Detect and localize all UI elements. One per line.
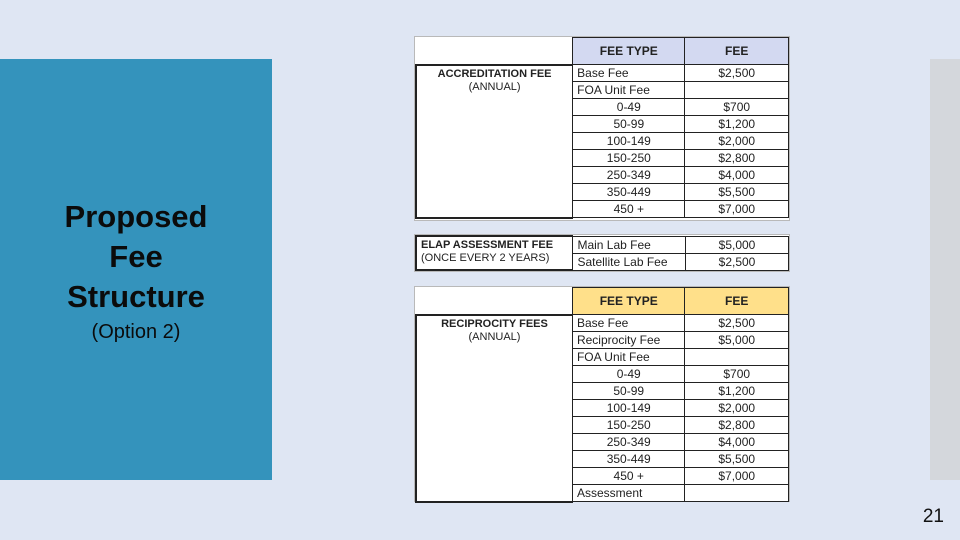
slide-subtitle: (Option 2) (91, 321, 181, 343)
fee-amount-cell (685, 349, 789, 366)
fee-amount-cell (685, 82, 789, 99)
category-cell (416, 236, 573, 270)
fee-amount-cell: $5,500 (685, 451, 789, 468)
title-line-1: Proposed (64, 199, 208, 234)
fee-amount-cell: $1,200 (685, 116, 789, 133)
category-subtitle: (ONCE EVERY 2 YEARS) (421, 252, 550, 264)
fee-type-cell: FOA Unit Fee (572, 349, 684, 366)
header-fee: FEE (685, 38, 789, 65)
fee-amount-cell: $7,000 (685, 468, 789, 485)
fee-type-cell: 100-149 (572, 400, 684, 417)
table-row (416, 65, 789, 82)
category-title: RECIPROCITY FEES (441, 317, 548, 330)
table-row (416, 315, 789, 332)
header-fee: FEE (685, 288, 789, 315)
fee-type-cell: 350-449 (573, 184, 685, 201)
header-fee-type: FEE TYPE (572, 288, 684, 315)
fee-type-cell: Reciprocity Fee (572, 332, 684, 349)
fee-amount-cell: $2,500 (685, 65, 789, 82)
fee-amount-cell: $7,000 (685, 201, 789, 218)
fee-type-cell: 250-349 (572, 434, 684, 451)
fee-type-cell: 50-99 (573, 116, 685, 133)
elap-table (415, 235, 789, 271)
category-cell (416, 65, 573, 218)
category-subtitle: (ANNUAL) (468, 80, 521, 93)
fee-type-cell: 450 + (572, 468, 684, 485)
fee-amount-cell (685, 485, 789, 502)
fee-type-cell: FOA Unit Fee (573, 82, 685, 99)
fee-type-cell: 450 + (573, 201, 685, 218)
fee-type-cell: 100-149 (573, 133, 685, 150)
fee-type-cell: 250-349 (573, 167, 685, 184)
table-header-row (416, 38, 789, 65)
slide-number: 21 (922, 506, 944, 527)
fee-amount-cell: $2,500 (685, 253, 788, 270)
fee-type-cell: 150-250 (573, 150, 685, 167)
fee-type-cell: 350-449 (572, 451, 684, 468)
category-title: ELAP ASSESSMENT FEE (421, 239, 554, 251)
fee-amount-cell: $5,000 (685, 332, 789, 349)
fee-type-cell: 150-250 (572, 417, 684, 434)
fee-amount-cell: $2,000 (685, 400, 789, 417)
title-line-2: Fee (109, 239, 163, 274)
fee-amount-cell: $700 (685, 99, 789, 116)
fee-type-cell: 50-99 (572, 383, 684, 400)
accreditation-table-image (414, 36, 790, 221)
fee-amount-cell: $2,000 (685, 133, 789, 150)
fee-amount-cell: $5,500 (685, 184, 789, 201)
reciprocity-table-image (414, 286, 790, 502)
fee-amount-cell: $2,800 (685, 417, 789, 434)
category-subtitle: (ANNUAL) (468, 330, 521, 343)
fee-type-cell: Main Lab Fee (573, 236, 686, 253)
fee-amount-cell: $4,000 (685, 167, 789, 184)
accreditation-table (415, 37, 789, 219)
fee-amount-cell: $700 (685, 366, 789, 383)
table-header-row (416, 288, 789, 315)
fee-type-cell: 0-49 (572, 366, 684, 383)
fee-type-cell: Base Fee (572, 315, 684, 332)
category-cell (416, 315, 572, 502)
title-line-3: Structure (67, 279, 205, 314)
slide-title (0, 197, 272, 345)
category-title: ACCREDITATION FEE (437, 67, 552, 80)
fee-type-cell: Assessment (572, 485, 684, 502)
fee-amount-cell: $4,000 (685, 434, 789, 451)
fee-amount-cell: $2,500 (685, 315, 789, 332)
fee-type-cell: Satellite Lab Fee (573, 253, 686, 270)
table-row (416, 236, 789, 253)
fee-amount-cell: $1,200 (685, 383, 789, 400)
reciprocity-table (415, 287, 789, 503)
fee-amount-cell: $2,800 (685, 150, 789, 167)
elap-table-image (414, 234, 790, 272)
right-accent-strip (930, 59, 960, 480)
header-fee-type: FEE TYPE (573, 38, 685, 65)
fee-type-cell: Base Fee (573, 65, 685, 82)
fee-amount-cell: $5,000 (685, 236, 788, 253)
fee-type-cell: 0-49 (573, 99, 685, 116)
